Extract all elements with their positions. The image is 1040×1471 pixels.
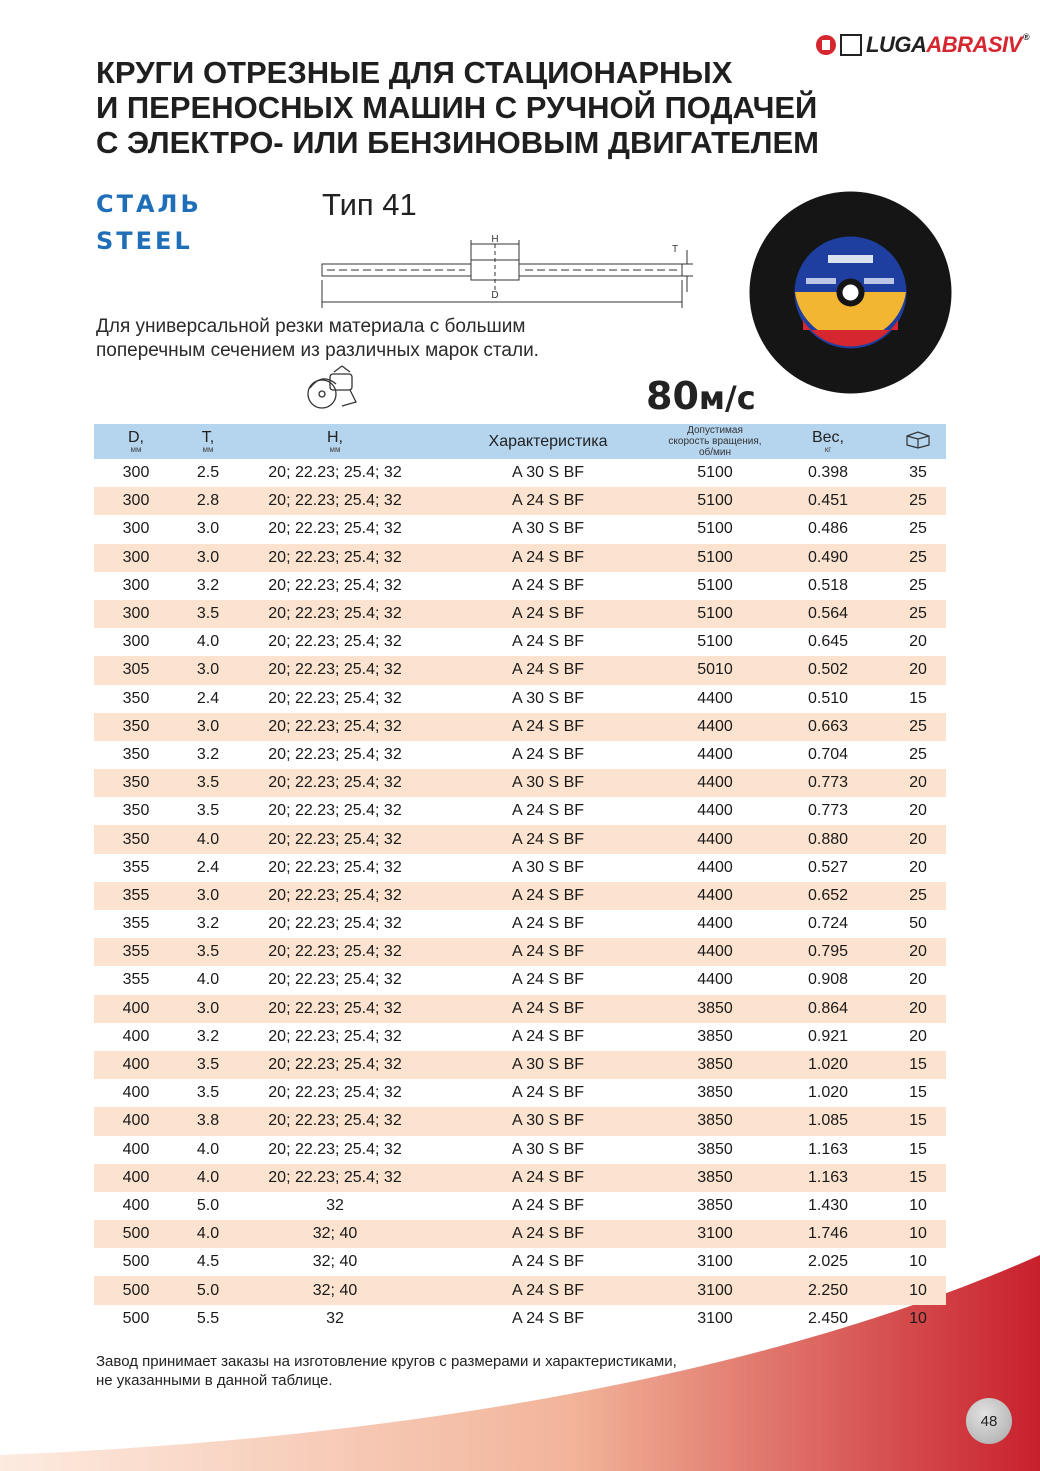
cell-h: 32 <box>326 1309 344 1327</box>
cell-rpm: 5010 <box>697 661 733 679</box>
cell-characteristic: A 24 S BF <box>511 717 585 735</box>
cell-t: 3.2 <box>196 915 220 933</box>
cell-d: 300 <box>122 633 150 651</box>
cell-rpm: 4400 <box>697 745 733 763</box>
cell-h: 32 <box>326 1196 344 1214</box>
cell-d: 350 <box>122 717 150 735</box>
cell-rpm: 3850 <box>697 1056 733 1074</box>
cell-rpm: 3100 <box>697 1309 733 1327</box>
cell-weight: 0.527 <box>807 858 849 876</box>
cell-pack-qty: 20 <box>909 633 927 651</box>
cell-pack-qty: 20 <box>909 774 927 792</box>
logo-square-icon <box>840 34 862 56</box>
cell-pack-qty: 15 <box>909 689 927 707</box>
cell-pack-qty: 20 <box>909 999 927 1017</box>
header-pack <box>890 429 946 454</box>
cell-t: 3.0 <box>196 520 220 538</box>
cell-rpm: 4400 <box>697 858 733 876</box>
cell-d: 350 <box>122 745 150 763</box>
cell-characteristic: A 30 S BF <box>511 464 585 482</box>
table-row <box>94 825 946 853</box>
cell-h: 20; 22.23; 25.4; 32 <box>268 1112 402 1130</box>
cell-characteristic: A 30 S BF <box>511 520 585 538</box>
cell-t: 3.5 <box>196 774 220 792</box>
cell-h: 20; 22.23; 25.4; 32 <box>268 745 402 763</box>
cell-t: 3.5 <box>196 943 220 961</box>
cell-d: 400 <box>122 1084 150 1102</box>
cell-h: 20; 22.23; 25.4; 32 <box>268 802 402 820</box>
header-d: D, мм <box>128 428 144 454</box>
cell-weight: 1.085 <box>807 1112 849 1130</box>
cell-rpm: 4400 <box>697 802 733 820</box>
cell-h: 20; 22.23; 25.4; 32 <box>268 886 402 904</box>
logo-mark-icon <box>816 35 836 55</box>
cell-weight: 0.502 <box>807 661 849 679</box>
table-row <box>94 1248 946 1276</box>
diagram-label-h: H <box>491 234 499 245</box>
table-row <box>94 685 946 713</box>
cell-d: 300 <box>122 492 150 510</box>
cell-t: 5.5 <box>196 1309 220 1327</box>
title-line-1: КРУГИ ОТРЕЗНЫЕ ДЛЯ СТАЦИОНАРНЫХ <box>96 55 733 90</box>
cell-t: 3.0 <box>196 999 220 1017</box>
cell-weight: 1.163 <box>807 1168 849 1186</box>
cell-pack-qty: 35 <box>909 464 927 482</box>
cell-weight: 2.025 <box>807 1253 849 1271</box>
cell-rpm: 4400 <box>697 774 733 792</box>
cell-weight: 2.450 <box>807 1309 849 1327</box>
table-row <box>94 713 946 741</box>
table-row <box>94 938 946 966</box>
cell-t: 4.0 <box>196 830 220 848</box>
table-row <box>94 1192 946 1220</box>
cell-rpm: 3850 <box>697 1027 733 1045</box>
cell-pack-qty: 15 <box>909 1140 927 1158</box>
cell-rpm: 5100 <box>697 492 733 510</box>
cell-t: 3.2 <box>196 576 220 594</box>
cell-rpm: 5100 <box>697 605 733 623</box>
cell-weight: 1.430 <box>807 1196 849 1214</box>
table-row <box>94 1164 946 1192</box>
table-row <box>94 1136 946 1164</box>
cell-rpm: 3100 <box>697 1253 733 1271</box>
cell-t: 3.0 <box>196 548 220 566</box>
cell-weight: 0.510 <box>807 689 849 707</box>
cell-weight: 0.486 <box>807 520 849 538</box>
table-row <box>94 910 946 938</box>
cell-rpm: 3100 <box>697 1225 733 1243</box>
cell-characteristic: A 24 S BF <box>511 1225 585 1243</box>
cell-h: 32; 40 <box>312 1225 358 1243</box>
cell-pack-qty: 20 <box>909 943 927 961</box>
cell-characteristic: A 24 S BF <box>511 1309 585 1327</box>
cell-h: 20; 22.23; 25.4; 32 <box>268 576 402 594</box>
cutting-machine-icon <box>302 362 362 414</box>
table-row <box>94 628 946 656</box>
cell-pack-qty: 50 <box>909 915 927 933</box>
cell-d: 350 <box>122 830 150 848</box>
cell-t: 3.5 <box>196 802 220 820</box>
cell-weight: 0.663 <box>807 717 849 735</box>
box-icon <box>904 429 932 449</box>
cell-characteristic: A 24 S BF <box>511 999 585 1017</box>
cell-h: 20; 22.23; 25.4; 32 <box>268 999 402 1017</box>
cell-h: 20; 22.23; 25.4; 32 <box>268 464 402 482</box>
cell-characteristic: A 24 S BF <box>511 1084 585 1102</box>
cell-characteristic: A 24 S BF <box>511 1196 585 1214</box>
cell-weight: 0.795 <box>807 943 849 961</box>
page-number: 48 <box>966 1398 1012 1444</box>
cell-characteristic: A 24 S BF <box>511 1253 585 1271</box>
cell-t: 2.8 <box>196 492 220 510</box>
cell-characteristic: A 30 S BF <box>511 689 585 707</box>
cell-characteristic: A 24 S BF <box>511 745 585 763</box>
cell-pack-qty: 20 <box>909 971 927 989</box>
cell-h: 20; 22.23; 25.4; 32 <box>268 971 402 989</box>
cell-characteristic: A 30 S BF <box>511 858 585 876</box>
cell-weight: 0.451 <box>807 492 849 510</box>
cell-weight: 0.864 <box>807 999 849 1017</box>
cell-d: 500 <box>122 1253 150 1271</box>
cell-pack-qty: 10 <box>909 1196 927 1214</box>
category-en: STEEL <box>96 227 193 255</box>
cell-rpm: 3850 <box>697 1112 733 1130</box>
cell-h: 20; 22.23; 25.4; 32 <box>268 858 402 876</box>
cell-d: 350 <box>122 774 150 792</box>
cell-t: 3.0 <box>196 886 220 904</box>
table-body <box>94 459 946 1333</box>
cell-h: 20; 22.23; 25.4; 32 <box>268 717 402 735</box>
table-row <box>94 769 946 797</box>
cell-pack-qty: 20 <box>909 661 927 679</box>
cell-d: 400 <box>122 1112 150 1130</box>
cell-characteristic: A 24 S BF <box>511 548 585 566</box>
cell-weight: 0.652 <box>807 886 849 904</box>
cell-t: 3.5 <box>196 1056 220 1074</box>
footnote <box>96 1352 816 1390</box>
cell-characteristic: A 24 S BF <box>511 492 585 510</box>
cell-weight: 1.163 <box>807 1140 849 1158</box>
cell-weight: 0.921 <box>807 1027 849 1045</box>
cell-d: 350 <box>122 802 150 820</box>
cell-characteristic: A 24 S BF <box>511 886 585 904</box>
cell-t: 5.0 <box>196 1196 220 1214</box>
cell-pack-qty: 25 <box>909 492 927 510</box>
cell-characteristic: A 24 S BF <box>511 605 585 623</box>
table-row <box>94 544 946 572</box>
cell-rpm: 5100 <box>697 464 733 482</box>
cell-characteristic: A 24 S BF <box>511 633 585 651</box>
cell-pack-qty: 20 <box>909 802 927 820</box>
cell-rpm: 5100 <box>697 548 733 566</box>
cell-d: 400 <box>122 1168 150 1186</box>
cell-weight: 1.746 <box>807 1225 849 1243</box>
cell-rpm: 5100 <box>697 633 733 651</box>
cell-rpm: 3850 <box>697 1084 733 1102</box>
cell-pack-qty: 10 <box>909 1281 927 1299</box>
category-ru: СТАЛЬ <box>96 190 202 218</box>
cell-d: 300 <box>122 576 150 594</box>
cell-rpm: 4400 <box>697 943 733 961</box>
diagram-label-t: T <box>671 244 679 255</box>
cell-pack-qty: 25 <box>909 576 927 594</box>
cell-pack-qty: 25 <box>909 745 927 763</box>
header-h: H, мм <box>327 428 343 454</box>
table-row <box>94 741 946 769</box>
cell-pack-qty: 10 <box>909 1225 927 1243</box>
product-disc-image <box>748 190 953 395</box>
cell-rpm: 3850 <box>697 1196 733 1214</box>
cell-pack-qty: 15 <box>909 1168 927 1186</box>
cell-d: 400 <box>122 999 150 1017</box>
cell-t: 2.4 <box>196 689 220 707</box>
cell-d: 355 <box>122 915 150 933</box>
page-title <box>96 55 896 160</box>
cell-h: 20; 22.23; 25.4; 32 <box>268 1168 402 1186</box>
header-characteristic: Характеристика <box>488 432 608 450</box>
cell-weight: 0.908 <box>807 971 849 989</box>
cell-weight: 0.490 <box>807 548 849 566</box>
title-line-3: С ЭЛЕКТРО- ИЛИ БЕНЗИНОВЫМ ДВИГАТЕЛЕМ <box>96 125 819 160</box>
cell-rpm: 5100 <box>697 576 733 594</box>
cell-characteristic: A 24 S BF <box>511 1168 585 1186</box>
cell-characteristic: A 30 S BF <box>511 774 585 792</box>
table-row <box>94 1023 946 1051</box>
title-line-2: И ПЕРЕНОСНЫХ МАШИН С РУЧНОЙ ПОДАЧЕЙ <box>96 90 818 125</box>
cell-pack-qty: 10 <box>909 1309 927 1327</box>
cell-weight: 1.020 <box>807 1056 849 1074</box>
cell-d: 400 <box>122 1140 150 1158</box>
footnote-line-2: не указанными в данной таблице. <box>96 1372 333 1389</box>
table-row <box>94 1051 946 1079</box>
cell-d: 305 <box>122 661 150 679</box>
cell-weight: 0.564 <box>807 605 849 623</box>
cell-h: 20; 22.23; 25.4; 32 <box>268 1056 402 1074</box>
cell-characteristic: A 24 S BF <box>511 661 585 679</box>
cell-d: 300 <box>122 520 150 538</box>
cell-t: 2.5 <box>196 464 220 482</box>
cell-d: 500 <box>122 1309 150 1327</box>
table-row <box>94 1220 946 1248</box>
cell-t: 2.4 <box>196 858 220 876</box>
cell-d: 300 <box>122 605 150 623</box>
diagram-label-d: D <box>491 290 499 301</box>
table-row <box>94 600 946 628</box>
table-row <box>94 966 946 994</box>
cell-t: 3.0 <box>196 717 220 735</box>
cell-t: 3.8 <box>196 1112 220 1130</box>
table-row <box>94 854 946 882</box>
cell-h: 20; 22.23; 25.4; 32 <box>268 774 402 792</box>
cell-d: 500 <box>122 1225 150 1243</box>
cell-characteristic: A 24 S BF <box>511 943 585 961</box>
cell-pack-qty: 15 <box>909 1084 927 1102</box>
description-line-1: Для универсальной резки материала с большим <box>96 316 526 337</box>
cell-rpm: 5100 <box>697 520 733 538</box>
table-row <box>94 1079 946 1107</box>
table-row <box>94 515 946 543</box>
cell-d: 355 <box>122 858 150 876</box>
cell-h: 20; 22.23; 25.4; 32 <box>268 520 402 538</box>
table-row <box>94 656 946 684</box>
table-row <box>94 487 946 515</box>
cell-characteristic: A 30 S BF <box>511 1112 585 1130</box>
cell-d: 350 <box>122 689 150 707</box>
cell-rpm: 4400 <box>697 971 733 989</box>
cell-d: 300 <box>122 548 150 566</box>
cell-rpm: 4400 <box>697 886 733 904</box>
cell-characteristic: A 24 S BF <box>511 576 585 594</box>
table-row <box>94 882 946 910</box>
cell-h: 20; 22.23; 25.4; 32 <box>268 1084 402 1102</box>
cell-h: 20; 22.23; 25.4; 32 <box>268 1027 402 1045</box>
cell-h: 20; 22.23; 25.4; 32 <box>268 830 402 848</box>
cell-weight: 0.773 <box>807 774 849 792</box>
cell-h: 20; 22.23; 25.4; 32 <box>268 492 402 510</box>
cell-t: 3.0 <box>196 661 220 679</box>
cell-pack-qty: 10 <box>909 1253 927 1271</box>
table-row <box>94 797 946 825</box>
cell-rpm: 3850 <box>697 999 733 1017</box>
cell-pack-qty: 20 <box>909 858 927 876</box>
cell-pack-qty: 25 <box>909 717 927 735</box>
cell-weight: 0.880 <box>807 830 849 848</box>
cell-h: 20; 22.23; 25.4; 32 <box>268 943 402 961</box>
table-header <box>94 424 946 459</box>
cell-d: 400 <box>122 1027 150 1045</box>
cell-d: 355 <box>122 971 150 989</box>
cell-rpm: 3850 <box>697 1168 733 1186</box>
speed-rating: 80м/с <box>646 374 756 418</box>
cell-h: 20; 22.23; 25.4; 32 <box>268 548 402 566</box>
cell-t: 3.2 <box>196 1027 220 1045</box>
cell-h: 32; 40 <box>312 1281 358 1299</box>
cell-h: 20; 22.23; 25.4; 32 <box>268 661 402 679</box>
header-t: T, мм <box>201 428 215 454</box>
cell-t: 4.0 <box>196 1140 220 1158</box>
cell-rpm: 4400 <box>697 717 733 735</box>
header-rpm: Допустимая скорость вращения, об/мин <box>668 425 762 458</box>
cell-pack-qty: 15 <box>909 1056 927 1074</box>
cell-characteristic: A 24 S BF <box>511 802 585 820</box>
table-row <box>94 995 946 1023</box>
table-row <box>94 1276 946 1304</box>
cell-weight: 0.518 <box>807 576 849 594</box>
cell-weight: 2.250 <box>807 1281 849 1299</box>
cell-t: 4.0 <box>196 971 220 989</box>
wheel-section-diagram <box>315 230 695 310</box>
cell-rpm: 3850 <box>697 1140 733 1158</box>
logo-wordmark: LUGAABRASIV® <box>866 32 1029 57</box>
cell-pack-qty: 20 <box>909 1027 927 1045</box>
cell-characteristic: A 24 S BF <box>511 1027 585 1045</box>
cell-h: 20; 22.23; 25.4; 32 <box>268 1140 402 1158</box>
cell-d: 300 <box>122 464 150 482</box>
cell-rpm: 4400 <box>697 915 733 933</box>
cell-pack-qty: 15 <box>909 1112 927 1130</box>
table-row <box>94 572 946 600</box>
cell-t: 4.5 <box>196 1253 220 1271</box>
cell-t: 4.0 <box>196 633 220 651</box>
cell-d: 355 <box>122 886 150 904</box>
cell-d: 400 <box>122 1056 150 1074</box>
cell-weight: 0.645 <box>807 633 849 651</box>
cell-weight: 1.020 <box>807 1084 849 1102</box>
cell-d: 355 <box>122 943 150 961</box>
cell-characteristic: A 24 S BF <box>511 1281 585 1299</box>
cell-h: 20; 22.23; 25.4; 32 <box>268 689 402 707</box>
cell-rpm: 4400 <box>697 689 733 707</box>
cell-h: 32; 40 <box>312 1253 358 1271</box>
type-label: Тип 41 <box>322 187 417 222</box>
cell-rpm: 4400 <box>697 830 733 848</box>
cell-d: 500 <box>122 1281 150 1299</box>
table-row <box>94 1107 946 1135</box>
table-row <box>94 1305 946 1333</box>
cell-characteristic: A 24 S BF <box>511 830 585 848</box>
cell-characteristic: A 24 S BF <box>511 915 585 933</box>
description <box>96 315 656 363</box>
footnote-line-1: Завод принимает заказы на изготовление кругов с размерами и характеристиками, <box>96 1353 677 1370</box>
cell-h: 20; 22.23; 25.4; 32 <box>268 605 402 623</box>
cell-t: 3.5 <box>196 1084 220 1102</box>
cell-characteristic: A 24 S BF <box>511 971 585 989</box>
cell-t: 4.0 <box>196 1168 220 1186</box>
cell-t: 3.5 <box>196 605 220 623</box>
cell-t: 3.2 <box>196 745 220 763</box>
description-line-2: поперечным сечением из различных марок стали. <box>96 340 539 361</box>
cell-t: 5.0 <box>196 1281 220 1299</box>
cell-weight: 0.704 <box>807 745 849 763</box>
cell-h: 20; 22.23; 25.4; 32 <box>268 915 402 933</box>
cell-weight: 0.773 <box>807 802 849 820</box>
cell-pack-qty: 20 <box>909 830 927 848</box>
header-weight: Вес, кг <box>811 428 844 454</box>
cell-pack-qty: 25 <box>909 520 927 538</box>
cell-pack-qty: 25 <box>909 548 927 566</box>
specs-table <box>94 424 946 1333</box>
cell-pack-qty: 25 <box>909 605 927 623</box>
cell-weight: 0.724 <box>807 915 849 933</box>
cell-weight: 0.398 <box>807 464 849 482</box>
cell-h: 20; 22.23; 25.4; 32 <box>268 633 402 651</box>
cell-t: 4.0 <box>196 1225 220 1243</box>
cell-pack-qty: 25 <box>909 886 927 904</box>
table-row <box>94 459 946 487</box>
cell-rpm: 3100 <box>697 1281 733 1299</box>
cell-d: 400 <box>122 1196 150 1214</box>
cell-characteristic: A 30 S BF <box>511 1056 585 1074</box>
cell-characteristic: A 30 S BF <box>511 1140 585 1158</box>
